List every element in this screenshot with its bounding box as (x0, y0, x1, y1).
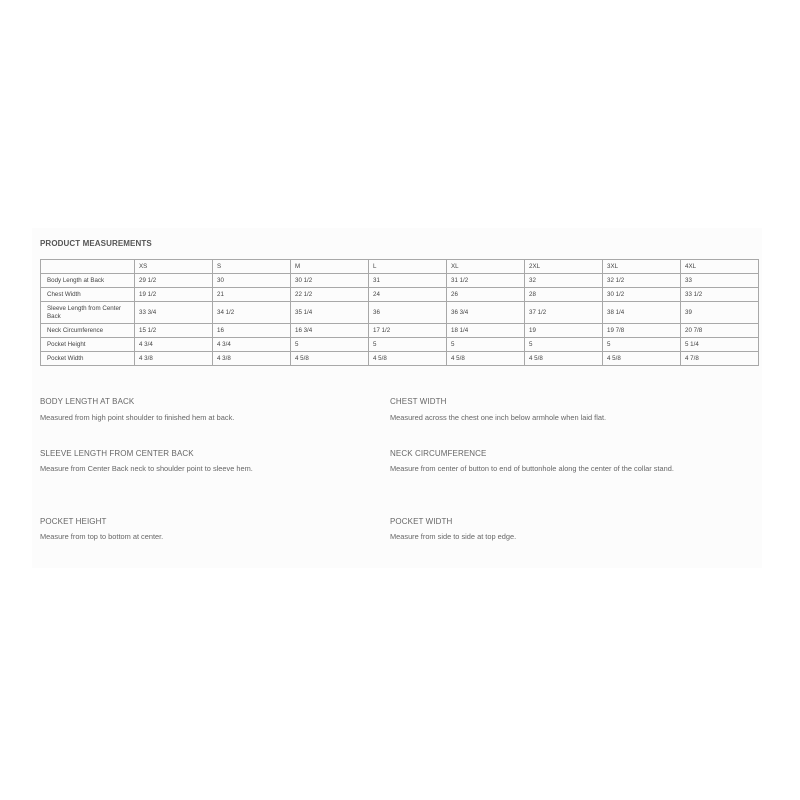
table-cell: 31 (369, 274, 447, 288)
row-label: Sleeve Length from Center Back (41, 302, 135, 324)
table-cell: 5 1/4 (681, 338, 759, 352)
definition-term-neck-circumference: NECK CIRCUMFERENCE (390, 449, 487, 458)
table-cell: 39 (681, 302, 759, 324)
table-cell: 5 (447, 338, 525, 352)
size-header: M (291, 260, 369, 274)
table-cell: 22 1/2 (291, 288, 369, 302)
table-cell: 35 1/4 (291, 302, 369, 324)
table-cell: 4 3/4 (135, 338, 213, 352)
table-cell: 32 (525, 274, 603, 288)
table-cell: 30 1/2 (603, 288, 681, 302)
table-cell: 19 (525, 324, 603, 338)
table-cell: 17 1/2 (369, 324, 447, 338)
table-cell: 4 5/8 (369, 352, 447, 366)
table-cell: 4 5/8 (447, 352, 525, 366)
table-row (41, 324, 759, 338)
table-cell: 33 3/4 (135, 302, 213, 324)
table-cell: 4 5/8 (525, 352, 603, 366)
size-header: XS (135, 260, 213, 274)
table-cell: 20 7/8 (681, 324, 759, 338)
table-cell: 33 (681, 274, 759, 288)
size-header: 2XL (525, 260, 603, 274)
definition-desc-chest-width: Measured across the chest one inch below armhole when laid flat. (390, 413, 607, 422)
row-label: Neck Circumference (41, 324, 135, 338)
table-cell: 5 (525, 338, 603, 352)
row-label: Pocket Width (41, 352, 135, 366)
table-cell: 29 1/2 (135, 274, 213, 288)
table-cell: 36 3/4 (447, 302, 525, 324)
definition-desc-body-length: Measured from high point shoulder to finished hem at back. (40, 413, 235, 422)
table-row (41, 274, 759, 288)
table-cell: 16 3/4 (291, 324, 369, 338)
size-header: XL (447, 260, 525, 274)
size-header: 4XL (681, 260, 759, 274)
table-cell: 19 1/2 (135, 288, 213, 302)
table-cell: 5 (369, 338, 447, 352)
definition-desc-neck-circumference: Measure from center of button to end of buttonhole along the center of the collar stand. (390, 464, 674, 473)
table-cell: 4 5/8 (603, 352, 681, 366)
table-cell: 34 1/2 (213, 302, 291, 324)
table-cell: 4 3/8 (135, 352, 213, 366)
table-cell: 32 1/2 (603, 274, 681, 288)
definition-term-pocket-height: POCKET HEIGHT (40, 517, 107, 526)
row-label: Body Length at Back (41, 274, 135, 288)
table-cell: 18 1/4 (447, 324, 525, 338)
table-cell: 4 5/8 (291, 352, 369, 366)
table-cell: 36 (369, 302, 447, 324)
page-title: PRODUCT MEASUREMENTS (40, 239, 152, 248)
definition-desc-sleeve-length: Measure from Center Back neck to shoulder point to sleeve hem. (40, 464, 253, 473)
definition-term-chest-width: CHEST WIDTH (390, 397, 447, 406)
table-cell: 30 (213, 274, 291, 288)
definition-desc-pocket-width: Measure from side to side at top edge. (390, 532, 517, 541)
table-header-row (41, 260, 759, 274)
table-cell: 38 1/4 (603, 302, 681, 324)
table-cell: 16 (213, 324, 291, 338)
table-cell: 26 (447, 288, 525, 302)
size-header: L (369, 260, 447, 274)
table-row (41, 352, 759, 366)
table-cell: 5 (603, 338, 681, 352)
size-header: S (213, 260, 291, 274)
table-cell: 28 (525, 288, 603, 302)
table-cell: 30 1/2 (291, 274, 369, 288)
table-cell: 21 (213, 288, 291, 302)
table-row (41, 302, 759, 324)
definition-term-body-length: BODY LENGTH AT BACK (40, 397, 135, 406)
table-row (41, 288, 759, 302)
corner-cell (41, 260, 135, 274)
table-cell: 4 7/8 (681, 352, 759, 366)
definition-desc-pocket-height: Measure from top to bottom at center. (40, 532, 164, 541)
table-row (41, 338, 759, 352)
table-cell: 33 1/2 (681, 288, 759, 302)
table-cell: 37 1/2 (525, 302, 603, 324)
definition-term-sleeve-length: SLEEVE LENGTH FROM CENTER BACK (40, 449, 194, 458)
table-cell: 15 1/2 (135, 324, 213, 338)
definition-term-pocket-width: POCKET WIDTH (390, 517, 453, 526)
table-cell: 5 (291, 338, 369, 352)
row-label: Pocket Height (41, 338, 135, 352)
row-label: Chest Width (41, 288, 135, 302)
table-cell: 24 (369, 288, 447, 302)
table-cell: 31 1/2 (447, 274, 525, 288)
table-cell: 4 3/4 (213, 338, 291, 352)
measurements-table (40, 259, 759, 366)
size-header: 3XL (603, 260, 681, 274)
table-cell: 19 7/8 (603, 324, 681, 338)
table-cell: 4 3/8 (213, 352, 291, 366)
